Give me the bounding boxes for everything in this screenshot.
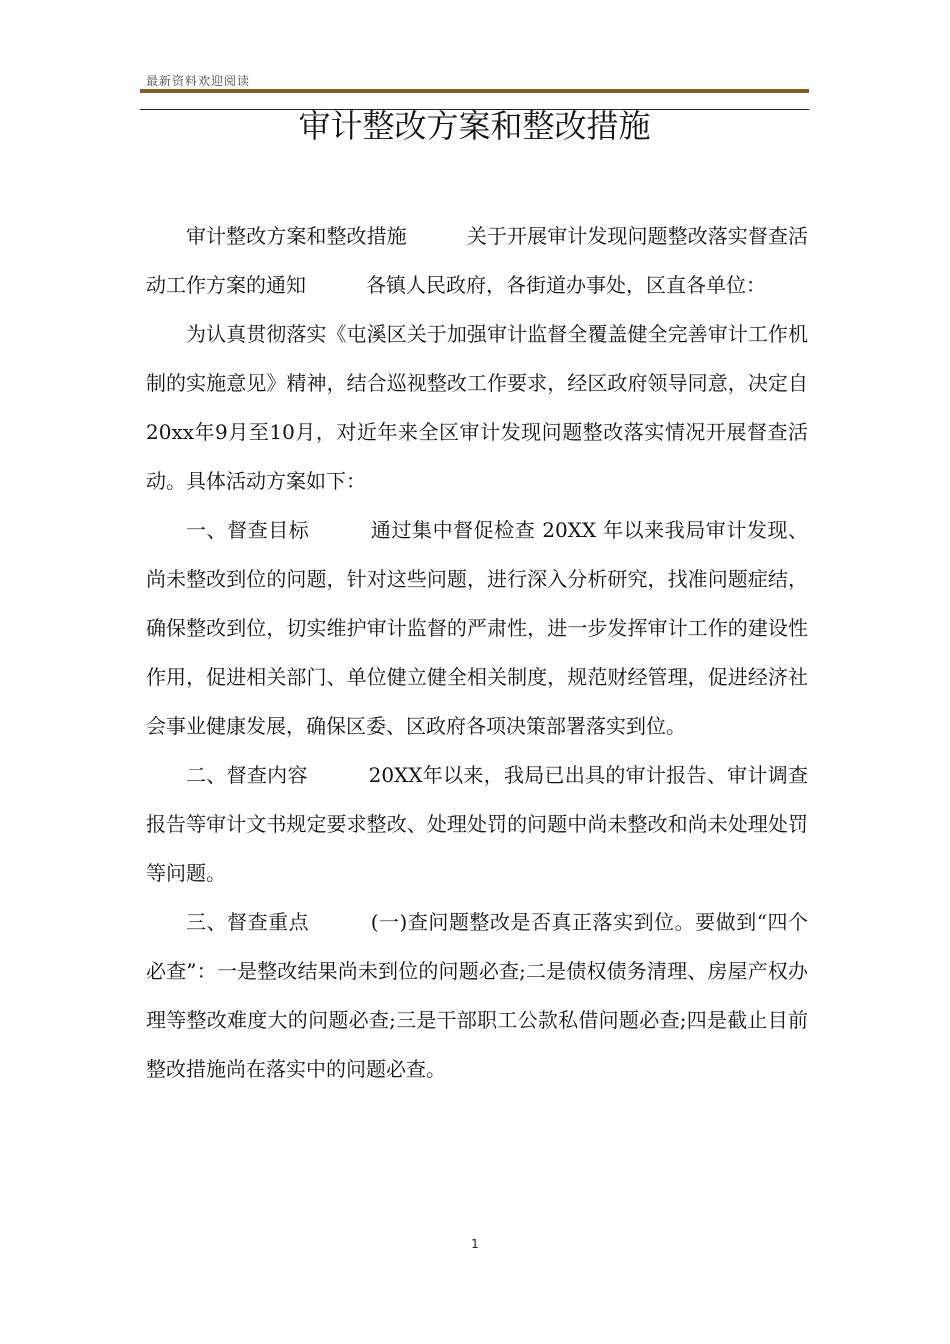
document-title: 审计整改方案和整改措施 <box>298 107 651 145</box>
paragraph: 三、督查重点 (一)查问题整改是否真正落实到位。要做到“四个必查”：一是整改结果尚未到位的问题必查;二是债权债务清理、房屋产权办理等整改难度大的问题必查;三是干部职工公款私借问题必查;四是截止目前整改措施尚在落实中的问题必查。 <box>146 910 808 1081</box>
paragraph: 一、督查目标 通过集中督促检查 20XX 年以来我局审计发现、尚未整改到位的问题，针对这些问题，进行深入分析研究，找准问题症结，确保整改到位，切实维护审计监督的严肃性，进一步发挥审计工作的建设性作用，促进相关部门、单位健立健全相关制度，规范财经管理，促进经济社会事业健康发展，确保区委、区政府各项决策部署落实到位。 <box>146 518 808 738</box>
header-rule-thick <box>140 89 809 93</box>
document-body <box>146 212 808 1094</box>
paragraph: 二、督查内容 20XX年以来，我局已出具的审计报告、审计调查报告等审计文书规定要求整改、处理处罚的问题中尚未整改和尚未处理处罚等问题。 <box>146 763 808 885</box>
page-header-text: 最新资料欢迎阅读 <box>146 74 251 88</box>
page-number: 1 <box>471 1237 479 1251</box>
paragraph: 为认真贯彻落实《屯溪区关于加强审计监督全覆盖健全完善审计工作机制的实施意见》精神，结合巡视整改工作要求，经区政府领导同意，决定自20xx年9月至10月，对近年来全区审计发现问题整改落实情况开展督查活动。具体活动方案如下： <box>146 322 808 493</box>
paragraph: 审计整改方案和整改措施 关于开展审计发现问题整改落实督查活动工作方案的通知 各镇人民政府，各街道办事处，区直各单位： <box>146 224 808 297</box>
